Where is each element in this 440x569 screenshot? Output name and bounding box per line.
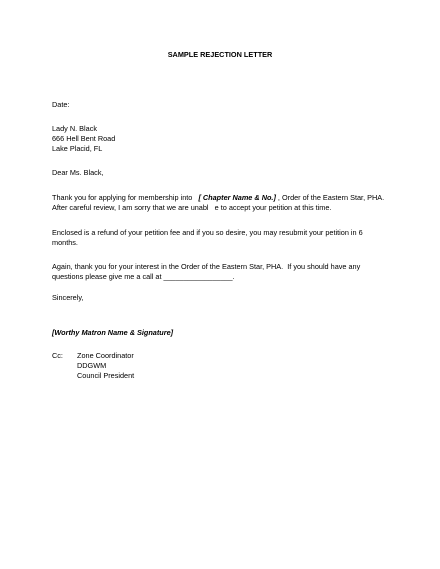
- cc-recipient-1: Zone Coordinator: [77, 351, 134, 360]
- date-label: Date:: [52, 100, 70, 109]
- paragraph-1-line-2: After careful review, I am sorry that we are unabl e to accept your petition at this time.: [52, 203, 332, 212]
- paragraph-2-line-1: Enclosed is a refund of your petition fee and if you so desire, you may resubmit your petition in 6: [52, 228, 363, 237]
- cc-label: Cc:: [52, 351, 63, 360]
- letter-title: SAMPLE REJECTION LETTER: [167, 50, 273, 59]
- signature-placeholder: [Worthy Matron Name & Signature]: [52, 328, 174, 337]
- address-line-3: Lake Placid, FL: [52, 144, 103, 153]
- salutation: Dear Ms. Black,: [52, 168, 104, 177]
- address-line-2: 666 Hell Bent Road: [52, 134, 116, 143]
- paragraph-1-line-1: [52, 193, 384, 203]
- cc-recipient-3: Council President: [77, 371, 135, 380]
- paragraph-2-line-2: months.: [52, 238, 78, 247]
- paragraph-3-line-1: Again, thank you for your interest in the Order of the Eastern Star, PHA. If you should have any: [52, 262, 361, 271]
- address-line-1: Lady N. Black: [52, 124, 98, 133]
- chapter-name-placeholder: [ Chapter Name & No.]: [198, 193, 276, 202]
- closing: Sincerely,: [52, 293, 84, 302]
- paragraph-1-text-pre: Thank you for applying for membership into: [52, 193, 193, 202]
- paragraph-1-text-post: , Order of the Eastern Star, PHA.: [277, 193, 385, 202]
- paragraph-3-line-2: questions please give me a call at _________________.: [52, 272, 235, 281]
- cc-recipient-2: DDGWM: [77, 361, 107, 370]
